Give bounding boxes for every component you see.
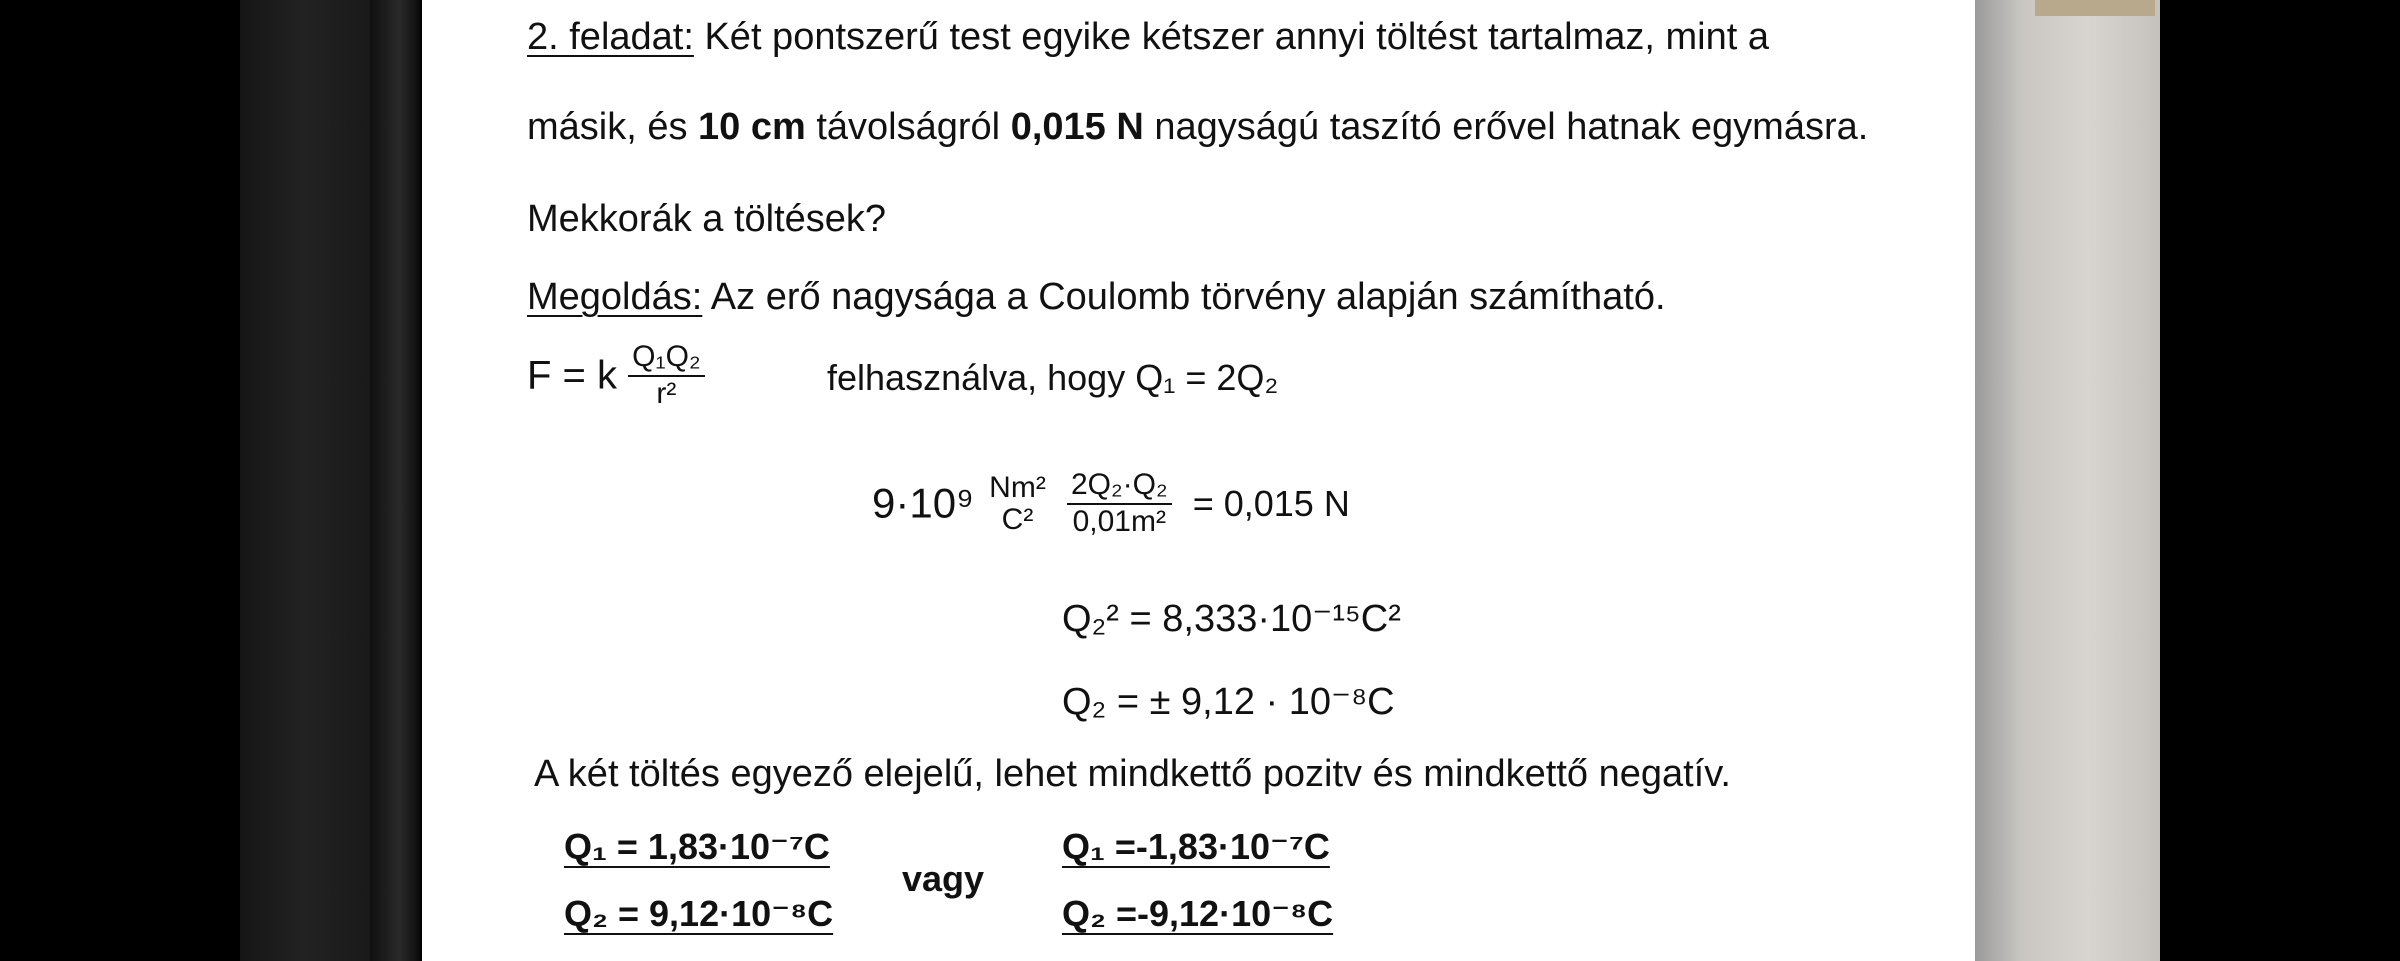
charge-fraction: $\frac{\text{2Q₂·Q₂}}{\text{0,01m²}}$ — [1067, 470, 1172, 537]
equation-3: Q₂ = ± 9,12 · 10⁻⁸C — [1062, 681, 1395, 723]
equation-2: Q₂² = 8,333·10⁻¹⁵C² — [1062, 598, 1401, 640]
substitution-note: felhasználva, hogy Q₁ = 2Q₂ — [827, 357, 1279, 398]
answer-right-q1: Q₁ =-1,83·10⁻⁷C — [1062, 826, 1330, 867]
background-right — [2160, 0, 2400, 961]
answer-left-q2: Q₂ = 9,12·10⁻⁸C — [564, 893, 834, 934]
background-left — [0, 0, 240, 961]
task-line-2: másik, és 10 cm távolságról 0,015 N nagyságú taszító erővel hatnak egymásra. — [527, 106, 1869, 148]
conclusion: A két töltés egyező elejelű, lehet mindkettő pozitv és mindkettő negatív. — [534, 753, 1731, 795]
answer-right-q2: Q₂ =-9,12·10⁻⁸C — [1062, 893, 1334, 934]
background-wall — [1975, 0, 2160, 961]
solution-line: Megoldás: Az erő nagysága a Coulomb törvény alapján számítható. — [527, 276, 1666, 318]
coulomb-fraction: $\frac{\text{Q₁Q₂}}{\text{r²}}$ — [628, 342, 704, 409]
task-line-1: 2. feladat: Két pontszerű test egyike kétszer annyi töltést tartalmaz, mint a — [527, 16, 1769, 58]
unit-fraction: Nm² C² — [989, 470, 1046, 536]
equation-1: 9·10⁹ Nm² C² $\frac{\text{2Q₂·Q₂}}{\text{0,01m²}}$ = 0,015 N — [872, 468, 1350, 538]
task-label: 2. feladat: — [527, 16, 694, 58]
slide — [422, 0, 1975, 961]
answer-left-q1: Q₁ = 1,83·10⁻⁷C — [564, 826, 830, 867]
background-shelf — [240, 0, 420, 961]
coulomb-formula: F = k $\frac{\text{Q₁Q₂}}{\text{r²}}$ — [527, 342, 705, 409]
solution-label: Megoldás: — [527, 276, 703, 318]
task-line-3: Mekkorák a töltések? — [527, 198, 887, 240]
answer-or: vagy — [902, 858, 985, 899]
